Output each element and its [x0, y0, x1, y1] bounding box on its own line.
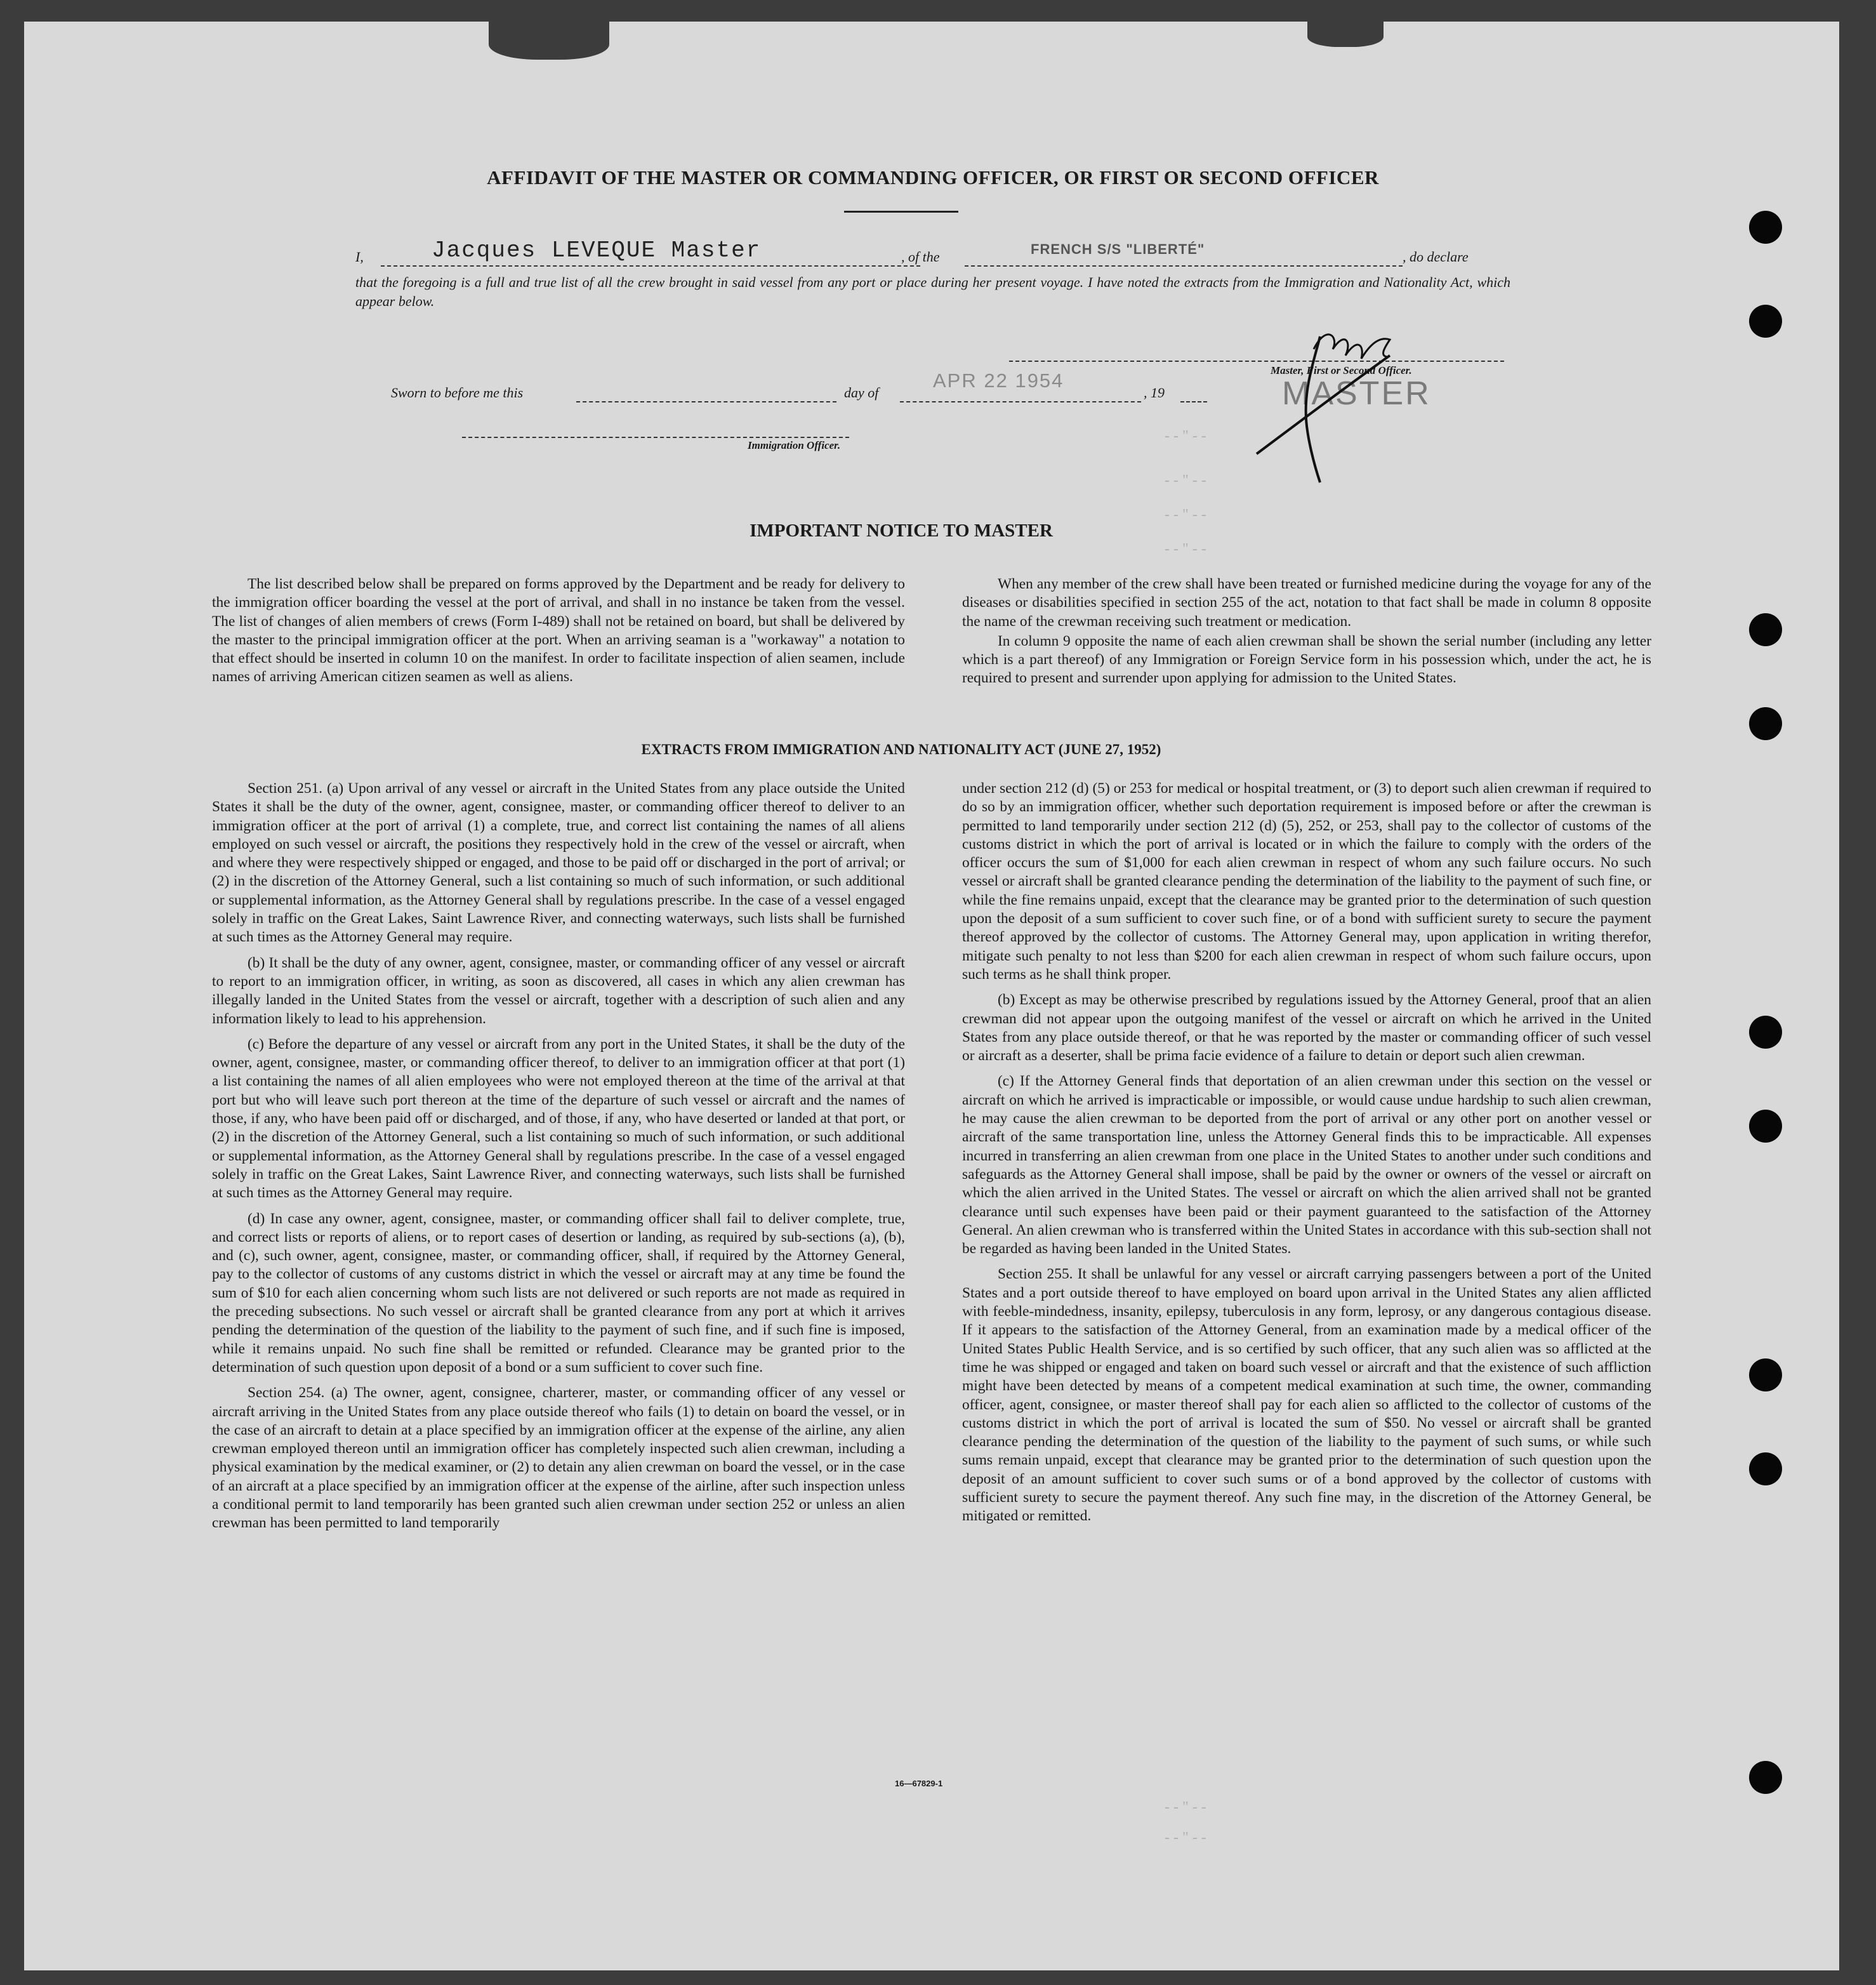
- punch-hole: [1749, 707, 1782, 740]
- title-underline: [844, 211, 958, 213]
- punch-hole: [1749, 1358, 1782, 1391]
- section-254-a-continued: under section 212 (d) (5) or 253 for medical or hospital treatment, or (3) to deport such alien crewman if required to do so by an immigration officer, whether such deportation requirement is imposed before or after the crewman is permitted to land temporarily under section 212 (d) (5), 252, or 253, shall pay to the collector of customs of the customs district in which the port of arrival is located or in which the failure to comply with the orders of the officer occurs the sum of $1,000 for each alien crewman in respect of whom any such failure occurs. No such vessel or aircraft shall be granted clearance pending the determination of the liability to the payment of such fine, or while the fine remains unpaid, except that the clearance may be granted prior to the determination of such question upon the deposit of a sum sufficient to cover such fine, or of a bond with sufficient surety to secure the payment thereof approved by the collector of customs. The Attorney General may, upon application in writing therefor, mitigate such penalty to not less than $200 for each alien crewman in respect of whom such failure occurs, upon such terms as he shall think proper.: [962, 780, 1651, 983]
- year-prefix: , 19: [1144, 385, 1165, 401]
- notice-title: IMPORTANT NOTICE TO MASTER: [750, 521, 1053, 541]
- notice-left-paragraph: The list described below shall be prepared on forms approved by the Department and be ready for delivery to the immigration officer boarding the vessel at the port of arrival, and shall in no instance be taken from the vessel. The list of changes of alien members of crews (Form I-489) shall not be retained on board, but shall be delivered by the master to the principal immigration officer at the port. When an arriving seaman is a "workaway" a notation to that effect should be inserted in column 10 on the manifest. In order to facilitate inspection of alien seamen, include names of arriving American citizen seamen as well as aliens.: [212, 576, 905, 686]
- extracts-right-column: [962, 780, 1651, 1533]
- torn-edge: [1307, 22, 1384, 47]
- punch-hole: [1749, 1761, 1782, 1794]
- sworn-label: Sworn to before me this: [391, 385, 524, 401]
- affidavit-title: AFFIDAVIT OF THE MASTER OR COMMANDING OFFICER, OR FIRST OR SECOND OFFICER: [487, 166, 1379, 189]
- punch-hole: [1749, 1452, 1782, 1485]
- vessel-name: FRENCH S/S "LIBERTÉ": [1031, 241, 1205, 257]
- extracts-left-column: [212, 780, 905, 1540]
- signature-caption: Master, First or Second Officer.: [1271, 364, 1412, 376]
- punch-hole: [1749, 1110, 1782, 1143]
- signature-scrawl: [1244, 311, 1447, 489]
- section-254-a: Section 254. (a) The owner, agent, consignee, charterer, master, or commanding officer of any vessel or aircraft arriving in the United States from any place outside thereof who fails (1) to detain on board the vessel, or in the case of an aircraft to detain at a place specified by an immigration officer at the expense of the airline, any alien crewman employed thereon until an immigration officer has completely inspected such alien crewman, including a physical examination by the medical examiner, or (2) to detain any alien crewman on board the vessel, or in the case of an aircraft at a place specified by an immigration officer at the expense of the airline, after such inspection unless a conditional permit to land temporarily has been granted such alien crewman under section 252 or unless an alien crewman has been permitted to land temporarily: [212, 1384, 905, 1532]
- form-code: 16—67829-1: [895, 1779, 943, 1788]
- do-declare-label: , do declare: [1403, 249, 1469, 265]
- master-name: Jacques LEVEQUE Master: [432, 237, 762, 263]
- pronoun-label: I,: [355, 249, 364, 265]
- punch-hole: [1749, 1016, 1782, 1049]
- section-255: Section 255. It shall be unlawful for any vessel or aircraft carrying passengers between a port of the United States and a port outside thereof to have employed on board upon arrival in the United States any alien afflicted with feeble-mindedness, insanity, epilepsy, tuberculosis in any form, leprosy, or any dangerous contagious disease. If it appears to the satisfaction of the Attorney General, from an examination made by a medical officer of the United States Public Health Service, and is so certified by such officer, that any such alien was so afflicted at the time he was shipped or engaged and taken on board such vessel or aircraft and that the existence of such affliction might have been detected by means of a competent medical examination at such time, the owner, commanding officer, agent, consignee, or master thereof shall pay for each alien so afflicted to the collector of customs of the customs district in which the port of arrival is located the sum of $50. No vessel or aircraft shall be granted clearance pending the determination of the question of the liability to the payment of such sums, or while such sums remain unpaid, except that clearance may be granted prior to the determination of such question upon the deposit of an amount sufficient to cover such sums or of a bond approved by the collector of customs with sufficient surety to secure the payment thereof. Any such fine may, in the discretion of the Attorney General, be mitigated or remitted.: [962, 1266, 1651, 1525]
- date-stamp: APR 22 1954: [933, 369, 1064, 392]
- section-254-c: (c) If the Attorney General finds that deportation of an alien crewman under this section on the vessel or aircraft on which he arrived is impracticable or impossible, or would cause undue hardship to such alien crewman, he may cause the alien crewman to be deported from the port of arrival or any other port on another vessel or aircraft of the same transportation line, unless the Attorney General finds this to be impracticable. All expenses incurred in transferring an alien crewman from one place in the United States to another under such conditions and safeguards as the Attorney General shall impose, shall be paid by the owner or owners of the vessel or aircraft on which the alien arrived in the United States. The vessel or aircraft on which the alien arrived shall not be granted clearance until such expenses have been paid or their payment guaranteed to the satisfaction of the Attorney General. An alien crewman who is transferred within the United States in accordance with this sub-section shall not be regarded as having been landed in the United States.: [962, 1073, 1651, 1258]
- officer-caption: Immigration Officer.: [748, 439, 841, 451]
- sworn-month-line: [900, 401, 1141, 402]
- punch-hole: [1749, 305, 1782, 338]
- notice-left-column: [212, 575, 905, 694]
- sworn-year-line: [1180, 401, 1207, 402]
- section-251-c: (c) Before the departure of any vessel or aircraft from any port in the United States, it shall be the duty of the owner, agent, consignee, master, or commanding officer thereof, to deliver to an immigration officer at that port (1) a list containing the names of all alien employees who were not employed thereon at the time of the arrival at that port but who will leave such port thereon at the time of the departure of such vessel or aircraft and the names of those, if any, who have been paid off or discharged, and of those, if any, who have deserted or landed at that port, or (2) in the discretion of the Attorney General, such a list containing so much of such information, or such additional or supplemental information, as the Attorney General shall by regulations prescribe. In the case of a vessel engaged solely in traffic on the Great Lakes, Saint Lawrence River, and connecting waterways, such lists shall be furnished at such times as the Attorney General may require.: [212, 1035, 905, 1202]
- officer-signature-line: [462, 437, 849, 438]
- section-254-b: (b) Except as may be otherwise prescribed by regulations issued by the Attorney General, proof that an alien crewman did not appear upon the outgoing manifest of the vessel or aircraft on which he arrived in the United States from any place outside thereof, or that he was reported by the master or commanding officer of such vessel or aircraft as a deserter, shall be prima facie evidence of a failure to detain or deport such alien crewman.: [962, 992, 1651, 1065]
- extracts-title: EXTRACTS FROM IMMIGRATION AND NATIONALITY ACT (JUNE 27, 1952): [641, 741, 1161, 757]
- section-251-d: (d) In case any owner, agent, consignee, master, or commanding officer shall fail to deliver complete, true, and correct lists or reports of aliens, or to report cases of desertion or landing, as required by sub-sections (a), (b), and (c), such owner, agent, consignee, master, or commanding officer, shall, if required by the Attorney General, pay to the collector of customs of any customs district in which the vessel or aircraft may at any time be found the sum of $10 for each alien concerning whom such lists are not delivered or such reports are not made as required in the preceding subsections. No such vessel or aircraft shall be granted clearance from any port at which it arrives pending the determination of the question of the liability to the payment of such fine, and if such fine is imposed, while it remains unpaid. No such fine shall be remitted or refunded. Clearance may be granted prior to the determination of such question upon deposit of a bond or a sum sufficient to cover such fine.: [212, 1210, 905, 1376]
- declaration-line: [355, 237, 1510, 272]
- master-stamp: MASTER: [1282, 375, 1431, 412]
- punch-hole: [1749, 613, 1782, 646]
- vessel-field: [965, 237, 1403, 267]
- sworn-day-line: [576, 401, 836, 402]
- day-of-label: day of: [844, 385, 879, 401]
- notice-right-paragraph-1: When any member of the crew shall have been treated or furnished medicine during the voyage for any of the diseases or disabilities specified in section 255 of the act, notation to that fact shall be made in column 8 opposite the name of the crewman receiving such treatment or medication.: [962, 576, 1651, 630]
- master-name-field: [381, 237, 920, 267]
- punch-hole: [1749, 211, 1782, 244]
- torn-edge: [489, 22, 609, 60]
- declaration-text: that the foregoing is a full and true list of all the crew brought in said vessel from any port or place during her present voyage. I have noted the extracts from the Immigration and Nationality Act, which appear below.: [355, 274, 1510, 309]
- section-251-b: (b) It shall be the duty of any owner, agent, consignee, master, or commanding officer of any vessel or aircraft to report to an immigration officer, in writing, as soon as discovered, all cases in which any alien crewman has illegally landed in the United States from the vessel or aircraft, together with a description of such alien and any information likely to lead to his apprehension.: [212, 954, 905, 1027]
- notice-right-paragraph-2: In column 9 opposite the name of each alien crewman shall be shown the serial number (including any letter which is a part thereof) of any Immigration or Foreign Service form in his possession which, under the act, he is required to present and surrender upon applying for admission to the United States.: [962, 632, 1651, 687]
- notice-right-column: [962, 575, 1651, 695]
- section-251-a: Section 251. (a) Upon arrival of any vessel or aircraft in the United States from any place outside the United States it shall be the duty of the owner, agent, consignee, master, or commanding officer thereof to deliver to an immigration officer at the port of arrival (1) a complete, true, and correct list containing the names of all aliens employed on such vessel or aircraft, the positions they respectively hold in the crew of the vessel or aircraft, when and where they were respectively shipped or engaged, and those to be paid off or discharged in the port of arrival; or (2) in the discretion of the Attorney General, such a list containing so much of such information, or such additional or supplemental information, as the Attorney General shall by regulations prescribe. In the case of a vessel engaged solely in traffic on the Great Lakes, Saint Lawrence River, and connecting waterways, such lists shall be furnished at such times as the Attorney General may require.: [212, 780, 905, 946]
- of-the-label: , of the: [901, 249, 940, 265]
